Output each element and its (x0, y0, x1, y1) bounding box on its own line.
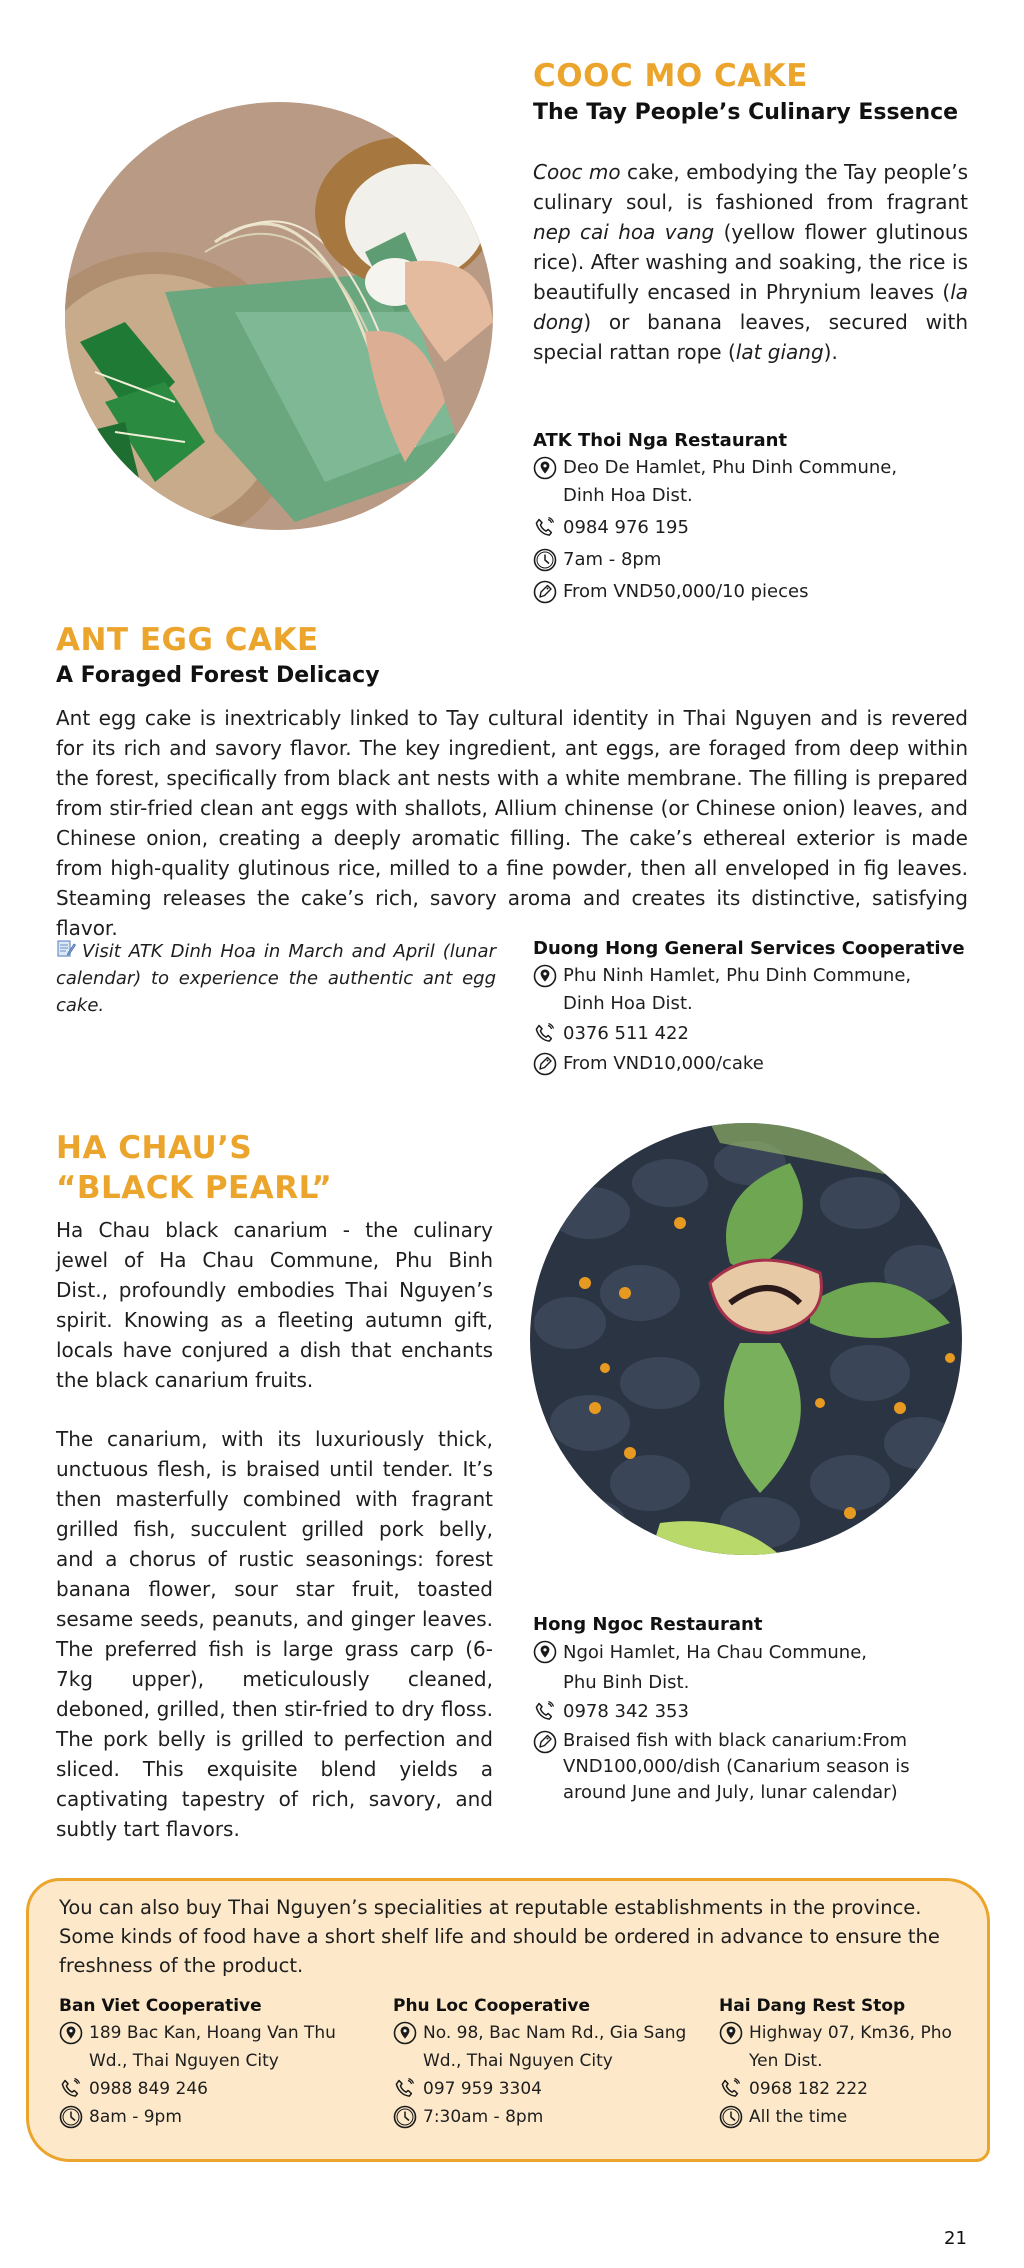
location-pin-icon (393, 2021, 417, 2045)
phone-text[interactable]: 0988 849 246 (89, 2079, 208, 2099)
ant-egg-place-info (533, 936, 993, 1078)
price-tag-icon (533, 1052, 557, 1076)
phone-text[interactable]: 0376 511 422 (563, 1023, 689, 1044)
shop-address (393, 2019, 703, 2075)
location-pin-icon (59, 2021, 83, 2045)
tip-text: Visit ATK Dinh Hoa in March and April (lunar calendar) to experience the authentic ant egg cake. (56, 941, 496, 1016)
ant-egg-title: ANT EGG CAKE (56, 622, 319, 658)
italic-term: la dong (533, 280, 968, 334)
place-phone (533, 1020, 993, 1048)
cooc-mo-place-info (533, 428, 973, 606)
phone-icon (533, 1700, 557, 1724)
location-pin-icon (533, 456, 557, 480)
price-text: From VND50,000/10 pieces (563, 581, 809, 602)
cooc-mo-cake-photo (65, 102, 493, 530)
clock-icon (533, 548, 557, 572)
title-line-2: “BLACK PEARL” (56, 1170, 333, 1206)
phone-icon (393, 2077, 417, 2101)
cooc-mo-subtitle: The Tay People’s Culinary Essence (533, 100, 959, 125)
italic-term: Cooc mo (533, 160, 621, 184)
text-run: ) or banana leaves, secured with special rattan rope ( (533, 310, 968, 364)
clock-icon (719, 2105, 743, 2129)
price-text: Braised fish with black canarium:From VND100,000/dish (Canarium season is around June and July, lunar calendar) (563, 1730, 910, 1803)
italic-term: lat giang (735, 340, 824, 364)
text-run: (yellow flower glutinous rice). After washing and soaking, the rice is beautifully encased in Phrynium leaves ( (533, 220, 968, 304)
black-pearl-title (56, 1128, 332, 1208)
price-text: From VND10,000/cake (563, 1053, 764, 1074)
place-name: ATK Thoi Nga Restaurant (533, 430, 788, 451)
location-pin-icon (533, 1640, 557, 1664)
shop-hours (719, 2103, 969, 2131)
shop-hours (59, 2103, 379, 2131)
address-text: 189 Bac Kan, Hoang Van Thu Wd., Thai Nguyen City (89, 2023, 336, 2071)
shop-name: Hai Dang Rest Stop (719, 1996, 906, 2016)
page-number: 21 (944, 2228, 967, 2249)
phone-text[interactable]: 097 959 3304 (423, 2079, 542, 2099)
shop-address (59, 2019, 379, 2075)
shops-info-box (26, 1878, 990, 2162)
place-name: Duong Hong General Services Cooperative (533, 938, 965, 959)
place-name: Hong Ngoc Restaurant (533, 1614, 763, 1635)
clock-icon (59, 2105, 83, 2129)
shop-hai-dang (719, 1993, 969, 2131)
shop-ban-viet (59, 1993, 379, 2131)
location-pin-icon (719, 2021, 743, 2045)
shop-phu-loc (393, 1993, 703, 2131)
cooc-mo-title: COOC MO CAKE (533, 58, 808, 94)
text-run: cake, embodying the Tay people’s culinary soul, is fashioned from fragrant (533, 160, 969, 214)
address-text: Ngoi Hamlet, Ha Chau Commune, Phu Binh Dist. (563, 1642, 867, 1693)
address-text: Deo De Hamlet, Phu Dinh Commune, Dinh Hoa Dist. (563, 457, 898, 506)
phone-text[interactable]: 0978 342 353 (563, 1701, 689, 1722)
phone-icon (59, 2077, 83, 2101)
place-hours (533, 546, 973, 574)
phone-text[interactable]: 0968 182 222 (749, 2079, 868, 2099)
text-run: ). (823, 340, 838, 364)
black-pearl-place-info (533, 1612, 973, 1806)
place-address (533, 454, 973, 510)
ant-egg-subtitle: A Foraged Forest Delicacy (56, 663, 380, 688)
hours-text: 7am - 8pm (563, 549, 662, 570)
phone-text[interactable]: 0984 976 195 (563, 517, 689, 538)
phone-icon (719, 2077, 743, 2101)
shop-phone (393, 2075, 703, 2103)
place-price (533, 1050, 993, 1078)
italic-term: nep cai hoa vang (533, 220, 715, 244)
clock-icon (393, 2105, 417, 2129)
phone-icon (533, 1022, 557, 1046)
hours-text: 8am - 9pm (89, 2107, 182, 2127)
shop-name: Ban Viet Cooperative (59, 1996, 262, 2016)
ant-egg-tip (56, 938, 496, 1019)
black-pearl-description: The canarium, with its luxuriously thick, unctuous flesh, is braised until tender. It’s then masterfully combined with fragrant grilled fish, succulent grilled pork belly, and a chorus of rustic seasonings: forest banana flower, sour star fruit, toasted sesame seeds, peanuts, and ginger leaves. The preferred fish is large grass carp (6-7kg upper), meticulously cleaned, deboned, grilled, then stir-fried to dry floss. The pork belly is grilled to perfection and sliced. This exquisite blend yields a captivating tapestry of rich, savory, and subtly tart flavors. (56, 1427, 493, 1841)
phone-icon (533, 516, 557, 540)
place-price (533, 578, 973, 606)
price-tag-icon (533, 1730, 557, 1754)
shop-address (719, 2019, 969, 2075)
hours-text: All the time (749, 2107, 848, 2127)
note-pencil-icon (56, 939, 76, 959)
shop-phone (59, 2075, 379, 2103)
place-phone (533, 514, 973, 542)
shop-name: Phu Loc Cooperative (393, 1996, 591, 2016)
place-price (533, 1728, 973, 1806)
black-canarium-photo (530, 1123, 962, 1555)
shop-hours (393, 2103, 703, 2131)
address-text: No. 98, Bac Nam Rd., Gia Sang Wd., Thai Nguyen City (423, 2023, 687, 2071)
place-address (533, 1638, 973, 1698)
shop-phone (719, 2075, 969, 2103)
location-pin-icon (533, 964, 557, 988)
place-address (533, 962, 993, 1018)
hours-text: 7:30am - 8pm (423, 2107, 544, 2127)
address-text: Highway 07, Km36, Pho Yen Dist. (749, 2023, 952, 2071)
cooc-mo-description (533, 157, 968, 367)
price-tag-icon (533, 580, 557, 604)
shops-intro: You can also buy Thai Nguyen’s specialities at reputable establishments in the province. Some kinds of food have a short shelf life and should be ordered in advance to ensure the freshness of the product. (59, 1896, 940, 1977)
black-pearl-intro: Ha Chau black canarium - the culinary jewel of Ha Chau Commune, Phu Binh Dist., profoundly embodies Thai Nguyen’s spirit. Knowing as a fleeting autumn gift, locals have conjured a dish that enchants the black canarium fruits. (56, 1218, 493, 1392)
ant-egg-description: Ant egg cake is inextricably linked to Tay cultural identity in Thai Nguyen and is revered for its rich and savory flavor. The key ingredient, ant eggs, are foraged from deep within the forest, specifically from black ant nests with a white membrane. The filling is prepared from stir-fried clean ant eggs with shallots, Allium chinense (or Chinese onion) leaves, and Chinese onion, creating a deeply aromatic filling. The cake’s ethereal exterior is made from high-quality glutinous rice, milled to a fine powder, then all enveloped in fig leaves. Steaming releases the cake’s rich, savory aroma and creates its distinctive, satisfying flavor. (56, 706, 968, 940)
title-line-1: HA CHAU’S (56, 1130, 253, 1166)
place-phone (533, 1698, 973, 1726)
address-text: Phu Ninh Hamlet, Phu Dinh Commune, Dinh Hoa Dist. (563, 965, 912, 1014)
